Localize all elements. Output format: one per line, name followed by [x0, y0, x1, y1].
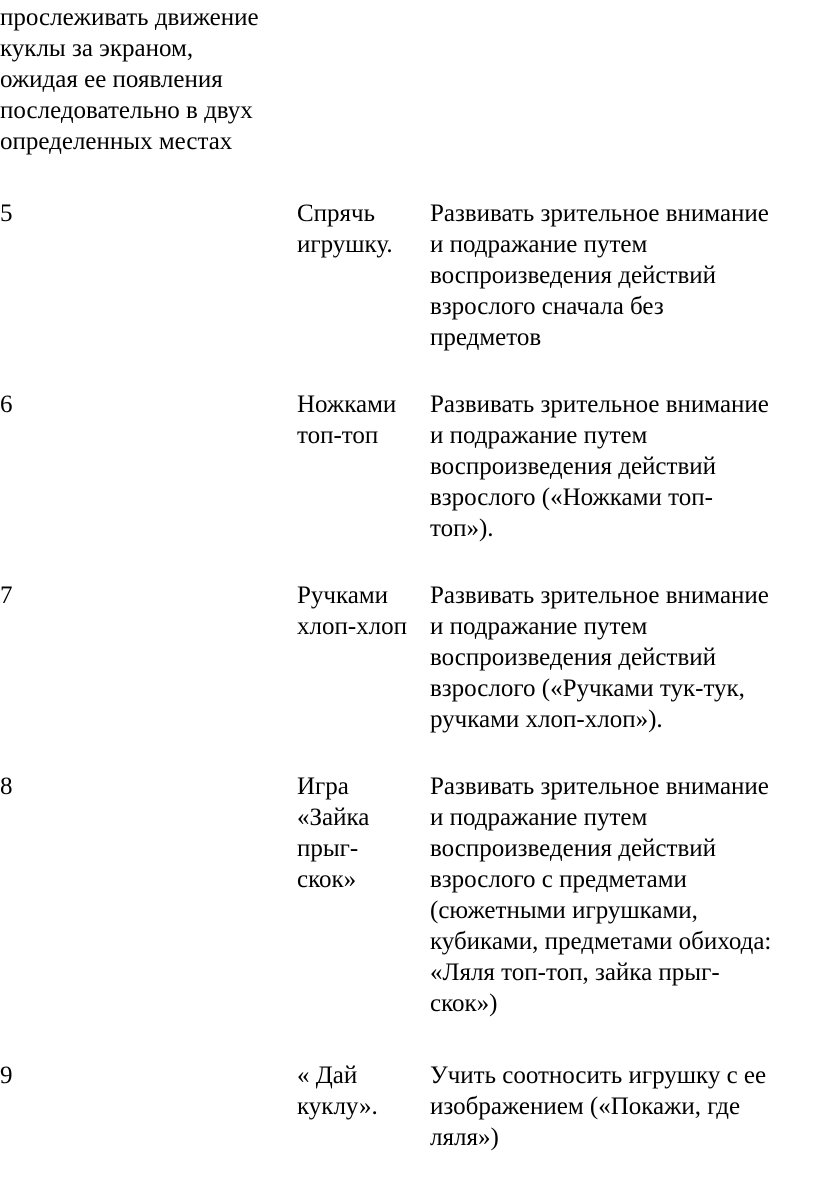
- row-goal-text: Учить соотносить игрушку с ее изображением («Покажи, где ляля»): [430, 1062, 767, 1151]
- row-game-title: « Дай куклу».: [297, 1062, 378, 1120]
- row-goal-text: Развивать зрительное внимание и подражание путем воспроизведения действий взрослого («Ручками тук-тук, ручками хлоп-хлоп»).: [430, 582, 769, 733]
- row-goal-text: Развивать зрительное внимание и подражание путем воспроизведения действий взрослого («Ножками топ- топ»).: [430, 391, 769, 542]
- row-game-title: Спрячь игрушку.: [297, 200, 393, 258]
- row-number: 6: [0, 391, 13, 418]
- row-number: 5: [0, 200, 13, 227]
- intro-text: прослеживать движение куклы за экраном, ожидая ее появления последовательно в двух определенных местах: [0, 4, 259, 155]
- row-number: 9: [0, 1062, 13, 1089]
- row-game-title: Игра «Зайка прыг- скок»: [297, 773, 370, 893]
- row-number: 7: [0, 582, 13, 609]
- row-number: 8: [0, 773, 13, 800]
- row-game-title: Ножками топ-топ: [297, 391, 397, 449]
- row-game-title: Ручками хлоп-хлоп: [297, 582, 408, 640]
- row-goal-text: Развивать зрительное внимание и подражание путем воспроизведения действий взрослого сначала без предметов: [430, 200, 769, 351]
- row-goal-text: Развивать зрительное внимание и подражание путем воспроизведения действий взрослого с предметами (сюжетными игрушками, кубиками, предметами обихода: «Ляля топ-топ, зайка прыг- скок»): [430, 773, 772, 1017]
